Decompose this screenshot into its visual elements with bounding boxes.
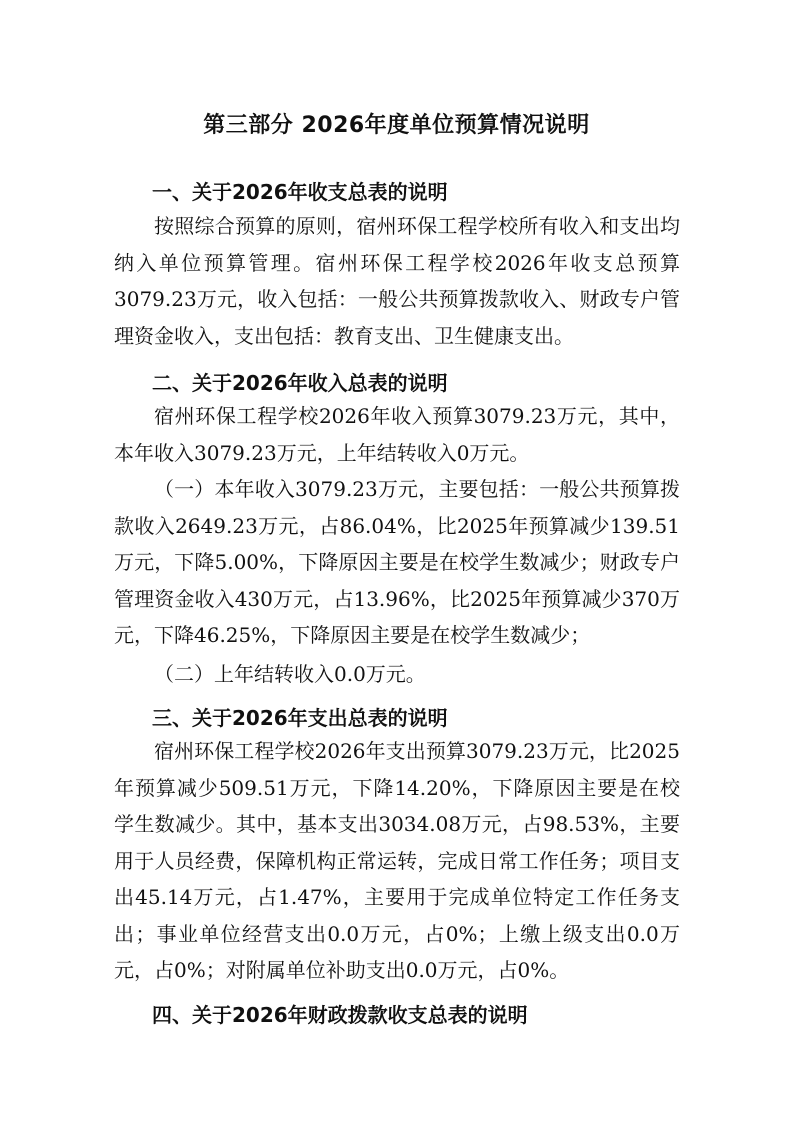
paragraph-income-summary: 宿州环保工程学校2026年收入预算3079.23万元，其中，本年收入3079.23万元，上年结转收入0万元。: [114, 404, 680, 465]
paragraph-current-year-income: （一）本年收入3079.23万元，主要包括：一般公共预算拨款收入2649.23万元，占86.04%，比2025年预算减少139.51万元，下降5.00%，下降原因主要是在校学生数减少；财政专户管理资金收入430万元，占13.96%，比2025年预算减少370万元，下降46.25%，下降原因主要是在校学生数减少；: [114, 477, 680, 647]
section-heading-2: 二、关于2026年收入总表的说明: [152, 371, 448, 395]
section-heading-1: 一、关于2026年收支总表的说明: [152, 180, 448, 204]
document-title: 第三部分 2026年度单位预算情况说明: [203, 113, 590, 138]
paragraph-income-expense-overview: 按照综合预算的原则，宿州环保工程学校所有收入和支出均纳入单位预算管理。宿州环保工程学校2026年收支总预算3079.23万元，收入包括：一般公共预算拨款收入、财政专户管理资金收入，支出包括：教育支出、卫生健康支出。: [114, 214, 680, 348]
section-heading-3: 三、关于2026年支出总表的说明: [152, 706, 448, 730]
paragraph-expense-summary: 宿州环保工程学校2026年支出预算3079.23万元，比2025年预算减少509.51万元，下降14.20%，下降原因主要是在校学生数减少。其中，基本支出3034.08万元，占98.53%，主要用于人员经费，保障机构正常运转，完成日常工作任务；项目支出45.14万元，占1.47%，主要用于完成单位特定工作任务支出；事业单位经营支出0.0万元，占0%；上缴上级支出0.0万元，占0%；对附属单位补助支出0.0万元，占0%。: [114, 739, 680, 982]
section-heading-4: 四、关于2026年财政拨款收支总表的说明: [152, 1003, 528, 1027]
paragraph-carryover-income: （二）上年结转收入0.0万元。: [154, 662, 426, 686]
